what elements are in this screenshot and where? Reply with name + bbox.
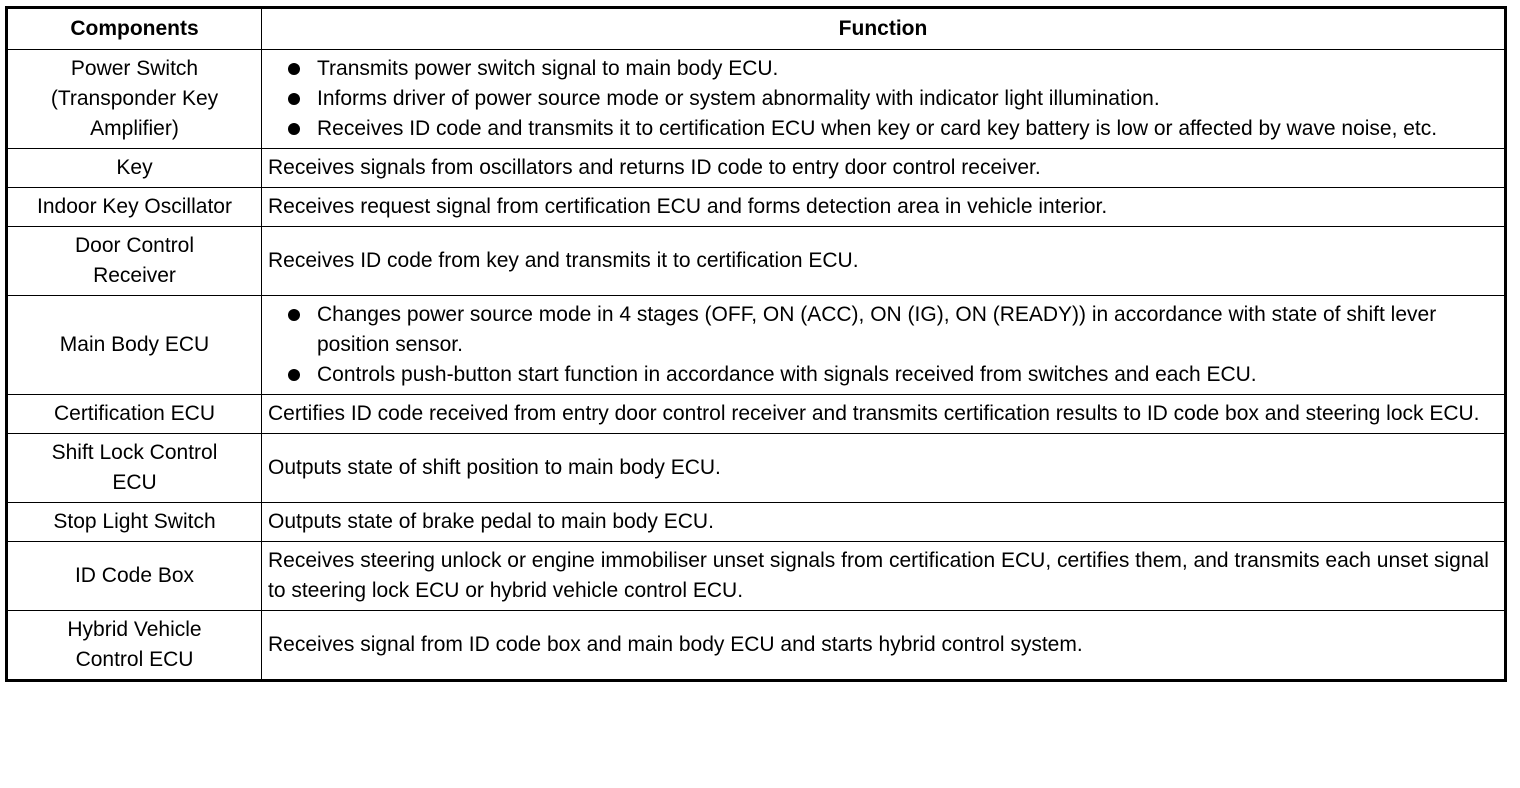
table-header: [7, 8, 1506, 50]
table-row: [7, 434, 1506, 503]
function-bullet-item: Receives ID code and transmits it to certification ECU when key or card key battery is low or affected by wave noise, etc.: [284, 114, 1500, 144]
table-row: [7, 50, 1506, 149]
component-cell: [7, 50, 262, 149]
function-bullet-item: Informs driver of power source mode or system abnormality with indicator light illumination.: [284, 84, 1500, 114]
component-cell: [7, 611, 262, 681]
function-bullet-item: Controls push-button start function in accordance with signals received from switches and each ECU.: [284, 360, 1500, 390]
table-row: [7, 149, 1506, 188]
table-row: [7, 227, 1506, 296]
table-row: [7, 503, 1506, 542]
component-name-line: ID Code Box: [74, 564, 195, 587]
component-name-line: Power Switch: [70, 57, 199, 80]
function-text: Outputs state of brake pedal to main body ECU.: [268, 510, 714, 533]
component-cell: [7, 227, 262, 296]
table-row: [7, 611, 1506, 681]
function-text: Receives ID code from key and transmits it to certification ECU.: [268, 249, 859, 272]
table-body: [7, 50, 1506, 681]
component-cell: [7, 395, 262, 434]
function-text: Receives signals from oscillators and returns ID code to entry door control receiver.: [268, 156, 1041, 179]
component-name-line: Stop Light Switch: [53, 510, 216, 533]
component-name-line: ECU: [112, 471, 157, 494]
component-cell: [7, 296, 262, 395]
function-cell: [262, 296, 1506, 395]
function-text: Receives signal from ID code box and main body ECU and starts hybrid control system.: [268, 633, 1083, 656]
component-name-line: Indoor Key Oscillator: [37, 195, 232, 218]
function-bullet-item: Changes power source mode in 4 stages (OFF, ON (ACC), ON (IG), ON (READY)) in accordance with state of shift lever position sensor.: [284, 300, 1500, 360]
function-cell: [262, 611, 1506, 681]
function-cell: [262, 50, 1506, 149]
component-name-line: Hybrid Vehicle: [67, 618, 202, 641]
function-bullet-item: Transmits power switch signal to main body ECU.: [284, 54, 1500, 84]
function-text: Outputs state of shift position to main body ECU.: [268, 456, 721, 479]
component-name-line: (Transponder Key: [50, 87, 219, 110]
component-cell: [7, 542, 262, 611]
component-cell: [7, 503, 262, 542]
components-function-table: [5, 6, 1507, 682]
function-text: Certifies ID code received from entry door control receiver and transmits certification results to ID code box and steering lock ECU.: [268, 402, 1480, 425]
component-name-line: Amplifier): [90, 117, 179, 140]
component-cell: [7, 434, 262, 503]
component-name-line: Shift Lock Control: [51, 441, 218, 464]
function-cell: [262, 227, 1506, 296]
function-cell: [262, 542, 1506, 611]
function-cell: [262, 434, 1506, 503]
function-cell: [262, 395, 1506, 434]
table-row: [7, 542, 1506, 611]
component-name-line: Control ECU: [75, 648, 194, 671]
table-row: [7, 395, 1506, 434]
table-row: [7, 296, 1506, 395]
component-name-line: Door Control: [74, 234, 195, 257]
function-text: Receives request signal from certification ECU and forms detection area in vehicle interior.: [268, 195, 1108, 218]
function-text: Receives steering unlock or engine immobiliser unset signals from certification ECU, certifies them, and transmits each unset signal to steering lock ECU or hybrid vehicle control ECU.: [268, 549, 1489, 602]
component-name-line: Key: [116, 156, 153, 179]
header-components: Components: [7, 8, 262, 50]
component-name-line: Main Body ECU: [59, 333, 210, 356]
function-cell: [262, 149, 1506, 188]
header-row: [7, 8, 1506, 50]
component-cell: [7, 188, 262, 227]
component-name-line: Receiver: [93, 264, 176, 287]
function-cell: [262, 503, 1506, 542]
component-name-line: Certification ECU: [53, 402, 216, 425]
component-cell: [7, 149, 262, 188]
header-function: Function: [262, 8, 1506, 50]
function-cell: [262, 188, 1506, 227]
table-row: [7, 188, 1506, 227]
